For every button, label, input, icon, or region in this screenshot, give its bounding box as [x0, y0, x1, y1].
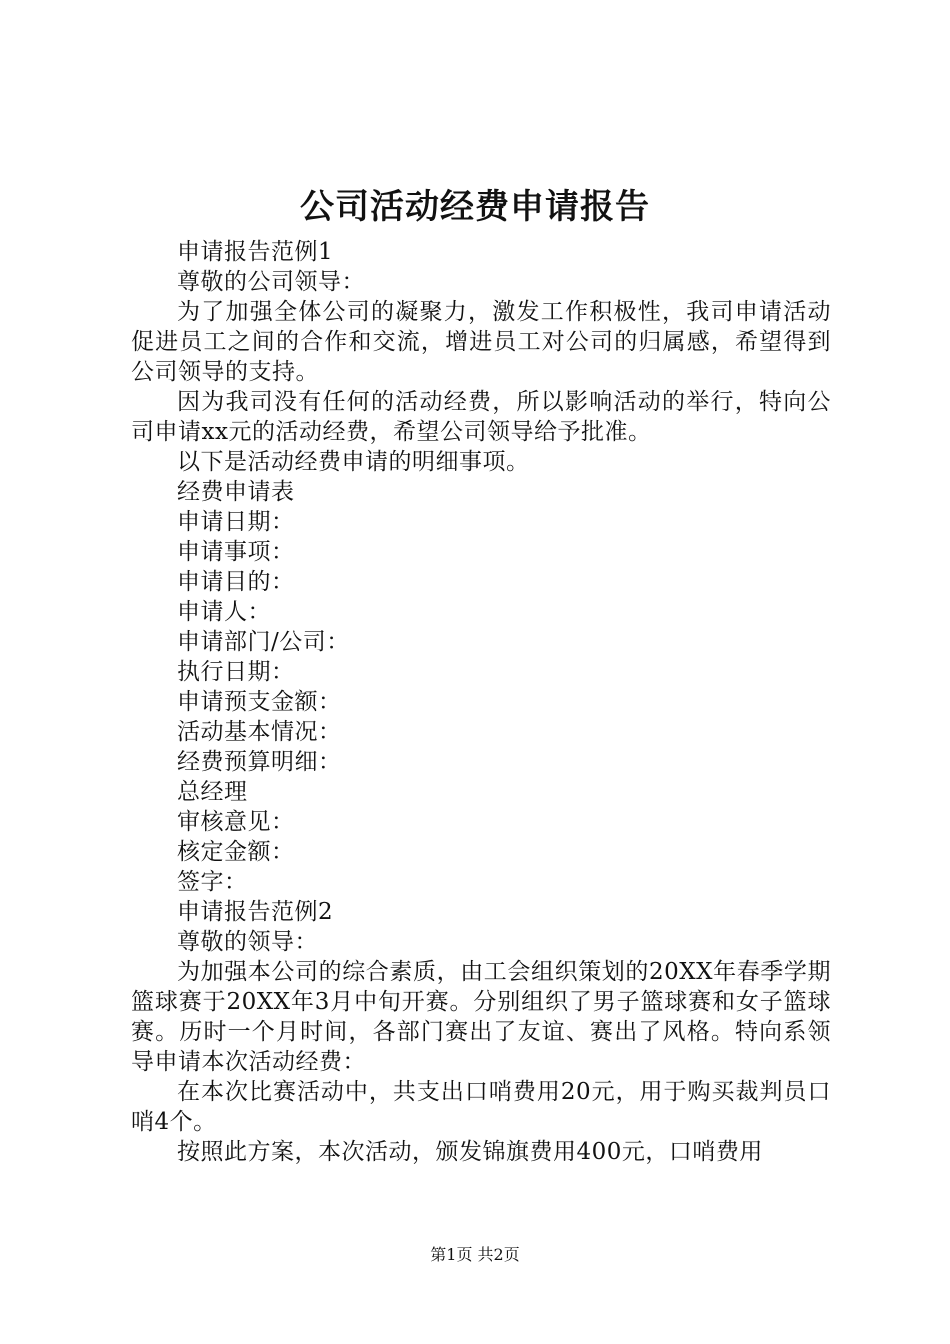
paragraph: 申请事项： — [177, 539, 295, 565]
paragraph: 尊敬的公司领导： — [177, 269, 365, 295]
paragraph: 申请日期： — [177, 509, 295, 535]
paragraph: 申请报告范例1 — [177, 239, 334, 265]
paragraph: 签字： — [177, 869, 248, 895]
paragraph: 经费预算明细： — [177, 749, 342, 775]
paragraph: 因为我司没有任何的活动经费，所以影响活动的举行，特向公司申请xx元的活动经费，希望公司领导给予批准。 — [131, 389, 831, 445]
paragraph: 申请部门/公司： — [177, 629, 350, 655]
paragraph: 执行日期： — [177, 659, 295, 685]
paragraph: 申请预支金额： — [177, 689, 342, 715]
paragraph: 活动基本情况： — [177, 719, 342, 745]
paragraph: 经费申请表 — [177, 479, 295, 505]
paragraph: 在本次比赛活动中，共支出口哨费用20元，用于购买裁判员口哨4个。 — [131, 1079, 831, 1135]
paragraph: 申请报告范例2 — [177, 899, 334, 925]
document-title: 公司活动经费申请报告 — [300, 187, 650, 227]
document-body — [131, 237, 831, 1167]
page-footer: 第1页 共2页 — [430, 1245, 520, 1264]
paragraph: 按照此方案，本次活动，颁发锦旗费用400元，口哨费用 — [177, 1139, 763, 1165]
paragraph: 申请人： — [177, 599, 271, 625]
paragraph: 为了加强全体公司的凝聚力，激发工作积极性，我司申请活动促进员工之间的合作和交流，增进员工对公司的归属感，希望得到公司领导的支持。 — [131, 299, 831, 385]
paragraph: 审核意见： — [177, 809, 295, 835]
paragraph: 尊敬的领导： — [177, 929, 318, 955]
paragraph: 以下是活动经费申请的明细事项。 — [177, 449, 530, 475]
paragraph: 申请目的： — [177, 569, 295, 595]
paragraph: 为加强本公司的综合素质，由工会组织策划的20XX年春季学期篮球赛于20XX年3月中旬开赛。分别组织了男子篮球赛和女子篮球赛。历时一个月时间，各部门赛出了友谊、赛出了风格。特向系领导申请本次活动经费： — [131, 959, 831, 1075]
paragraph: 核定金额： — [177, 839, 295, 865]
paragraph: 总经理 — [177, 779, 248, 805]
